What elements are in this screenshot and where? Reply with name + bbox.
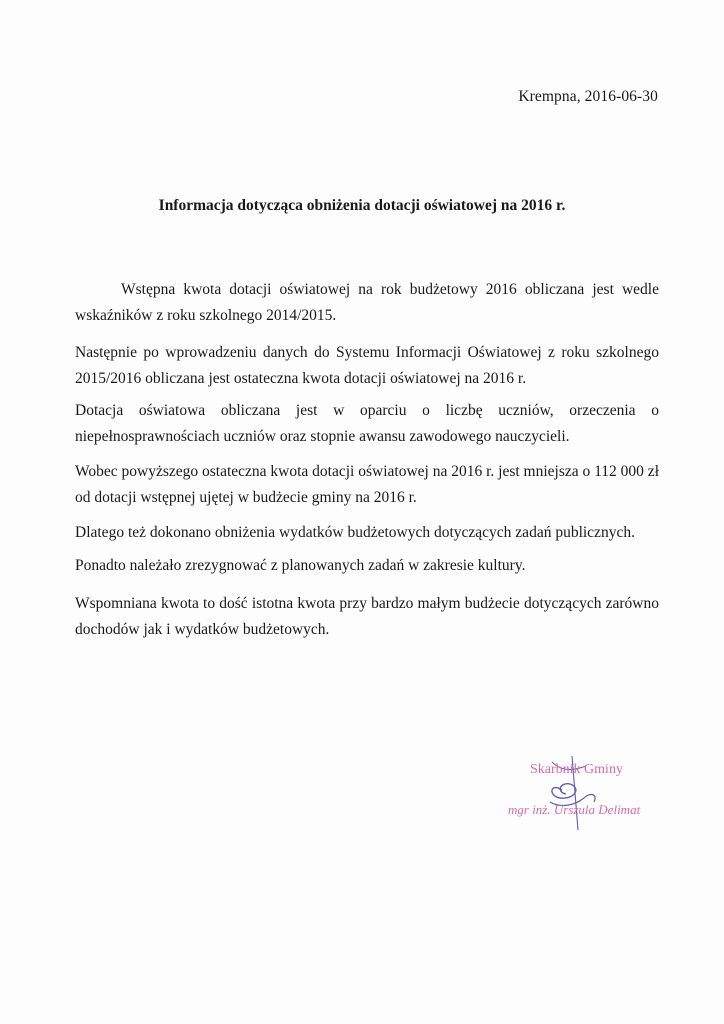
- document-title: Informacja dotycząca obniżenia dotacji oświatowej na 2016 r.: [158, 197, 566, 214]
- paragraph-5: Dlatego też dokonano obniżenia wydatków budżetowych dotyczących zadań publicznych.: [75, 524, 635, 541]
- stamp-title: Skarbnik Gminy: [530, 762, 623, 777]
- paragraph-7: Wspomniana kwota to dość istotna kwota przy bardzo małym budżecie dotyczących zarówno dochodów jak i wydatków budżetowych.: [75, 595, 659, 638]
- paragraph-3: Dotacja oświatowa obliczana jest w oparciu o liczbę uczniów, orzeczenia o niepełnosprawnościach uczniów oraz stopnie awansu zawodowego nauczycieli.: [75, 402, 659, 445]
- place-date: Krempna, 2016-06-30: [518, 88, 658, 105]
- paragraph-4: Wobec powyższego ostateczna kwota dotacji oświatowej na 2016 r. jest mniejsza o 112 000 zł od dotacji wstępnej ujętej w budżecie gminy na 2016 r.: [75, 463, 659, 506]
- signature-stamp: [490, 752, 670, 832]
- paragraph-6: Ponadto należało zrezygnować z planowanych zadań w zakresie kultury.: [75, 557, 526, 574]
- stamp-name: mgr inż. Urszula Delimat: [508, 802, 641, 817]
- paragraph-2: Następnie po wprowadzeniu danych do Systemu Informacji Oświatowej z roku szkolnego 2015/2016 obliczana jest ostateczna kwota dotacji oświatowej na 2016 r.: [75, 344, 659, 387]
- paragraph-1: Wstępna kwota dotacji oświatowej na rok budżetowy 2016 obliczana jest wedle wskaźników z roku szkolnego 2014/2015.: [75, 281, 659, 324]
